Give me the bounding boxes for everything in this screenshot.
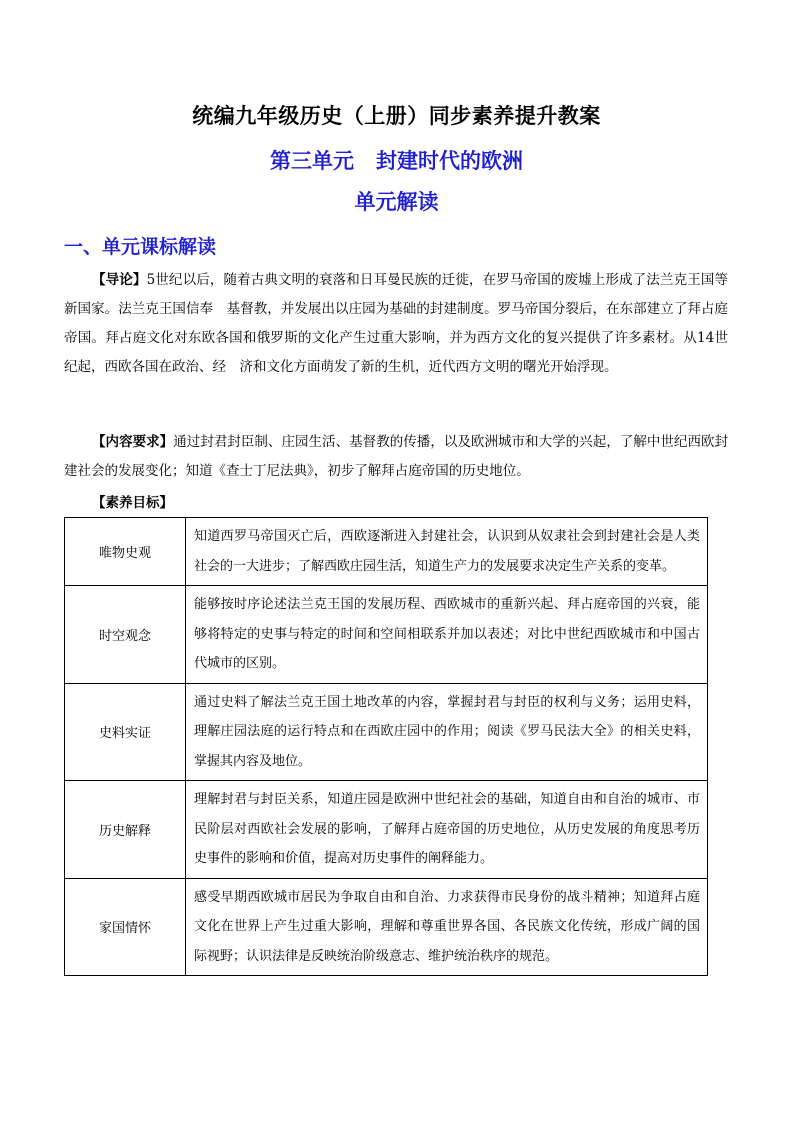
unit-number: 第三单元 [270,149,354,173]
goal-name: 家国情怀 [65,878,186,976]
intro-paragraph [64,266,728,382]
requirements-text: 通过封君封臣制、庄园生活、基督教的传播，以及欧洲城市和大学的兴起，了解中世纪西欧封建社会的发展变化；知道《查士丁尼法典》，初步了解拜占庭帝国的历史地位。 [64,434,729,479]
goal-name: 时空观念 [65,586,186,684]
table-row [65,878,708,976]
unit-name: 封建时代的欧洲 [376,149,523,173]
goals-heading: 【素养目标】 [92,495,173,511]
goal-description: 知道西罗马帝国灭亡后，西欧逐渐进入封建社会，认识到从奴隶社会到封建社会是人类社会的一大进步；了解西欧庄园生活，知道生产力的发展要求决定生产关系的变革。 [186,518,708,586]
table-row [65,586,708,684]
goal-description: 通过史料了解法兰克王国土地改革的内容，掌握封君与封臣的权利与义务；运用史料，理解庄园法庭的运行特点和在西欧庄园中的作用；阅读《罗马民法大全》的相关史料，掌握其内容及地位。 [186,683,708,781]
goal-description: 感受早期西欧城市居民为争取自由和自治、力求获得市民身份的战斗精神；知道拜占庭文化在世界上产生过重大影响，理解和尊重世界各国、各民族文化传统，形成广阔的国际视野；认识法律是反映统治阶级意志、维护统治秩序的规范。 [186,878,708,976]
goal-description: 能够按时序论述法兰克王国的发展历程、西欧城市的重新兴起、拜占庭帝国的兴衰，能够将特定的史事与特定的时间和空间相联系并加以表述；对比中世纪西欧城市和中国古代城市的区别。 [186,586,708,684]
document-title: 统编九年级历史（上册）同步素养提升教案 [192,104,601,128]
intro-label: 【导论】 [92,272,147,288]
goal-name: 史料实证 [65,683,186,781]
section-heading: 一、单元课标解读 [64,236,217,258]
table-row [65,518,708,586]
requirements-label: 【内容要求】 [92,434,174,450]
goal-name: 唯物史观 [65,518,186,586]
goal-name: 历史解释 [65,781,186,879]
goals-table [64,517,708,976]
unit-subtitle: 单元解读 [354,190,439,214]
table-row [65,781,708,879]
requirements-paragraph [64,428,728,486]
intro-text: 5世纪以后，随着古典文明的衰落和日耳曼民族的迁徙，在罗马帝国的废墟上形成了法兰克王国等新国家。法兰克王国信奉 基督教，并发展出以庄园为基础的封建制度。罗马帝国分裂后，在东部建立了拜占庭帝国。拜占庭文化对东欧各国和俄罗斯的文化产生过重大影响，并为西方文化的复兴提供了许多素材。从14世纪起，西欧各国在政治、经 济和文化方面萌发了新的生机，近代西方文明的曙光开始浮现。 [64,272,728,375]
goal-description: 理解封君与封臣关系，知道庄园是欧洲中世纪社会的基础，知道自由和自治的城市、市民阶层对西欧社会发展的影响，了解拜占庭帝国的历史地位，从历史发展的角度思考历史事件的影响和价值，提高对历史事件的阐释能力。 [186,781,708,879]
unit-title [0,145,793,175]
table-row [65,683,708,781]
